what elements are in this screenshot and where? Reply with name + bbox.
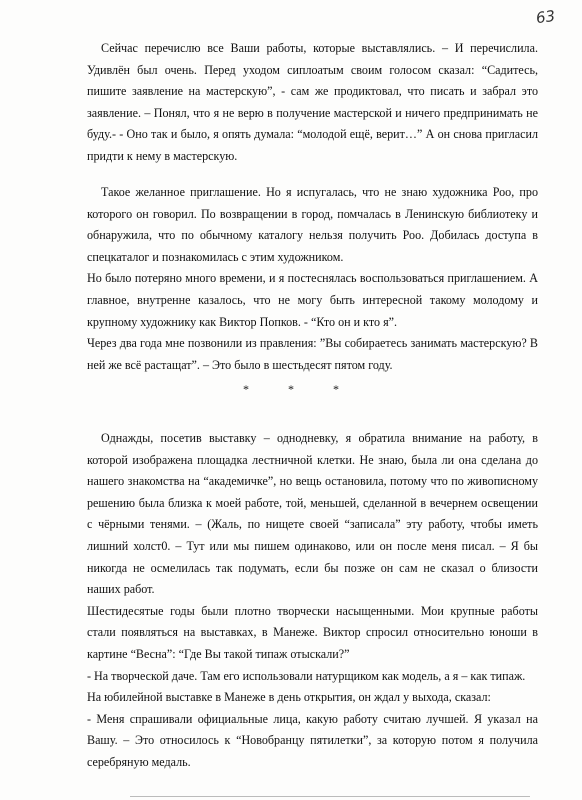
- paragraph: Такое желанное приглашение. Но я испугалась, что не знаю художника Роо, про которого он говорил. По возвращении в город, помчалась в Ленинскую библиотеку и обнаружила, что по обычному каталогу нельзя получить Роо. Добилась доступа в спецкаталог и познакомилась с этим художником.: [87, 185, 538, 264]
- paragraph: Однажды, посетив выставку – однодневку, я обратила внимание на работу, в которой изображена площадка лестничной клетки. Не знаю, была ли она сделана до нашего знакомства на “академичке”, но вещь остановила, потому что по живописному решению была близка к моей работе, той, меньшей, сделанной в вечернем освещении с чёрными тенями. – (Жаль, по нищете своей “записала” эту работу, чтобы иметь лишний холст0. – Тут или мы пишем одинаково, или он после меня писал. – Я бы никогда не осмелилась так подумать, если бы позже он сам не сказал о близости наших работ.: [87, 431, 538, 597]
- text-block-3: [87, 428, 538, 774]
- text-block-2: [87, 182, 538, 376]
- paragraph: Сейчас перечислю все Ваши работы, которые выставлялись. – И перечислила. Удивлён был очень. Перед уходом сиплоатым своим голосом сказал: “Садитесь, пишите заявление на мастерскую”, - сам же продиктовал, что писать и забрал это заявление. – Понял, что я не верю в получение мастерской и ничего предпринимать не буду.- - Оно так и было, я опять думала: “молодой ещё, верит…” А он снова пригласил придти к нему в мастерскую.: [87, 41, 538, 163]
- page-number: 63: [534, 6, 557, 28]
- paragraph: - На творческой даче. Там его использовали натурщиком как модель, а я – как типаж.: [87, 668, 526, 683]
- scan-edge-line: [130, 796, 530, 797]
- section-separator: * * *: [243, 382, 357, 396]
- paragraph: - Меня спрашивали официальные лица, какую работу считаю лучшей. Я указал на Вашу. – Это относилось к “Новобранцу пятилетки”, за которую потом я получила серебряную медаль.: [87, 711, 538, 769]
- paragraph: Шестидесятые годы были плотно творчески насыщенными. Мои крупные работы стали появляться на выставках, в Манеже. Виктор спросил относительно юноши в картине “Весна”: “Где Вы такой типаж отыскали?”: [87, 603, 538, 661]
- paragraph: Через два года мне позвонили из правления: ”Вы собираетесь занимать мастерскую? В ней же всё растащат”. – Это было в шестьдесят пятом году.: [87, 336, 538, 372]
- paragraph: На юбилейной выставке в Манеже в день открытия, он ждал у выхода, сказал:: [87, 690, 491, 705]
- paragraph: Но было потеряно много времени, и я постеснялась воспользоваться приглашением. А главное, внутренне казалось, что не могу быть интересной такому молодому и крупному художнику как Виктор Попков. - “Кто он и кто я”.: [87, 271, 538, 329]
- text-block-1: [87, 38, 538, 168]
